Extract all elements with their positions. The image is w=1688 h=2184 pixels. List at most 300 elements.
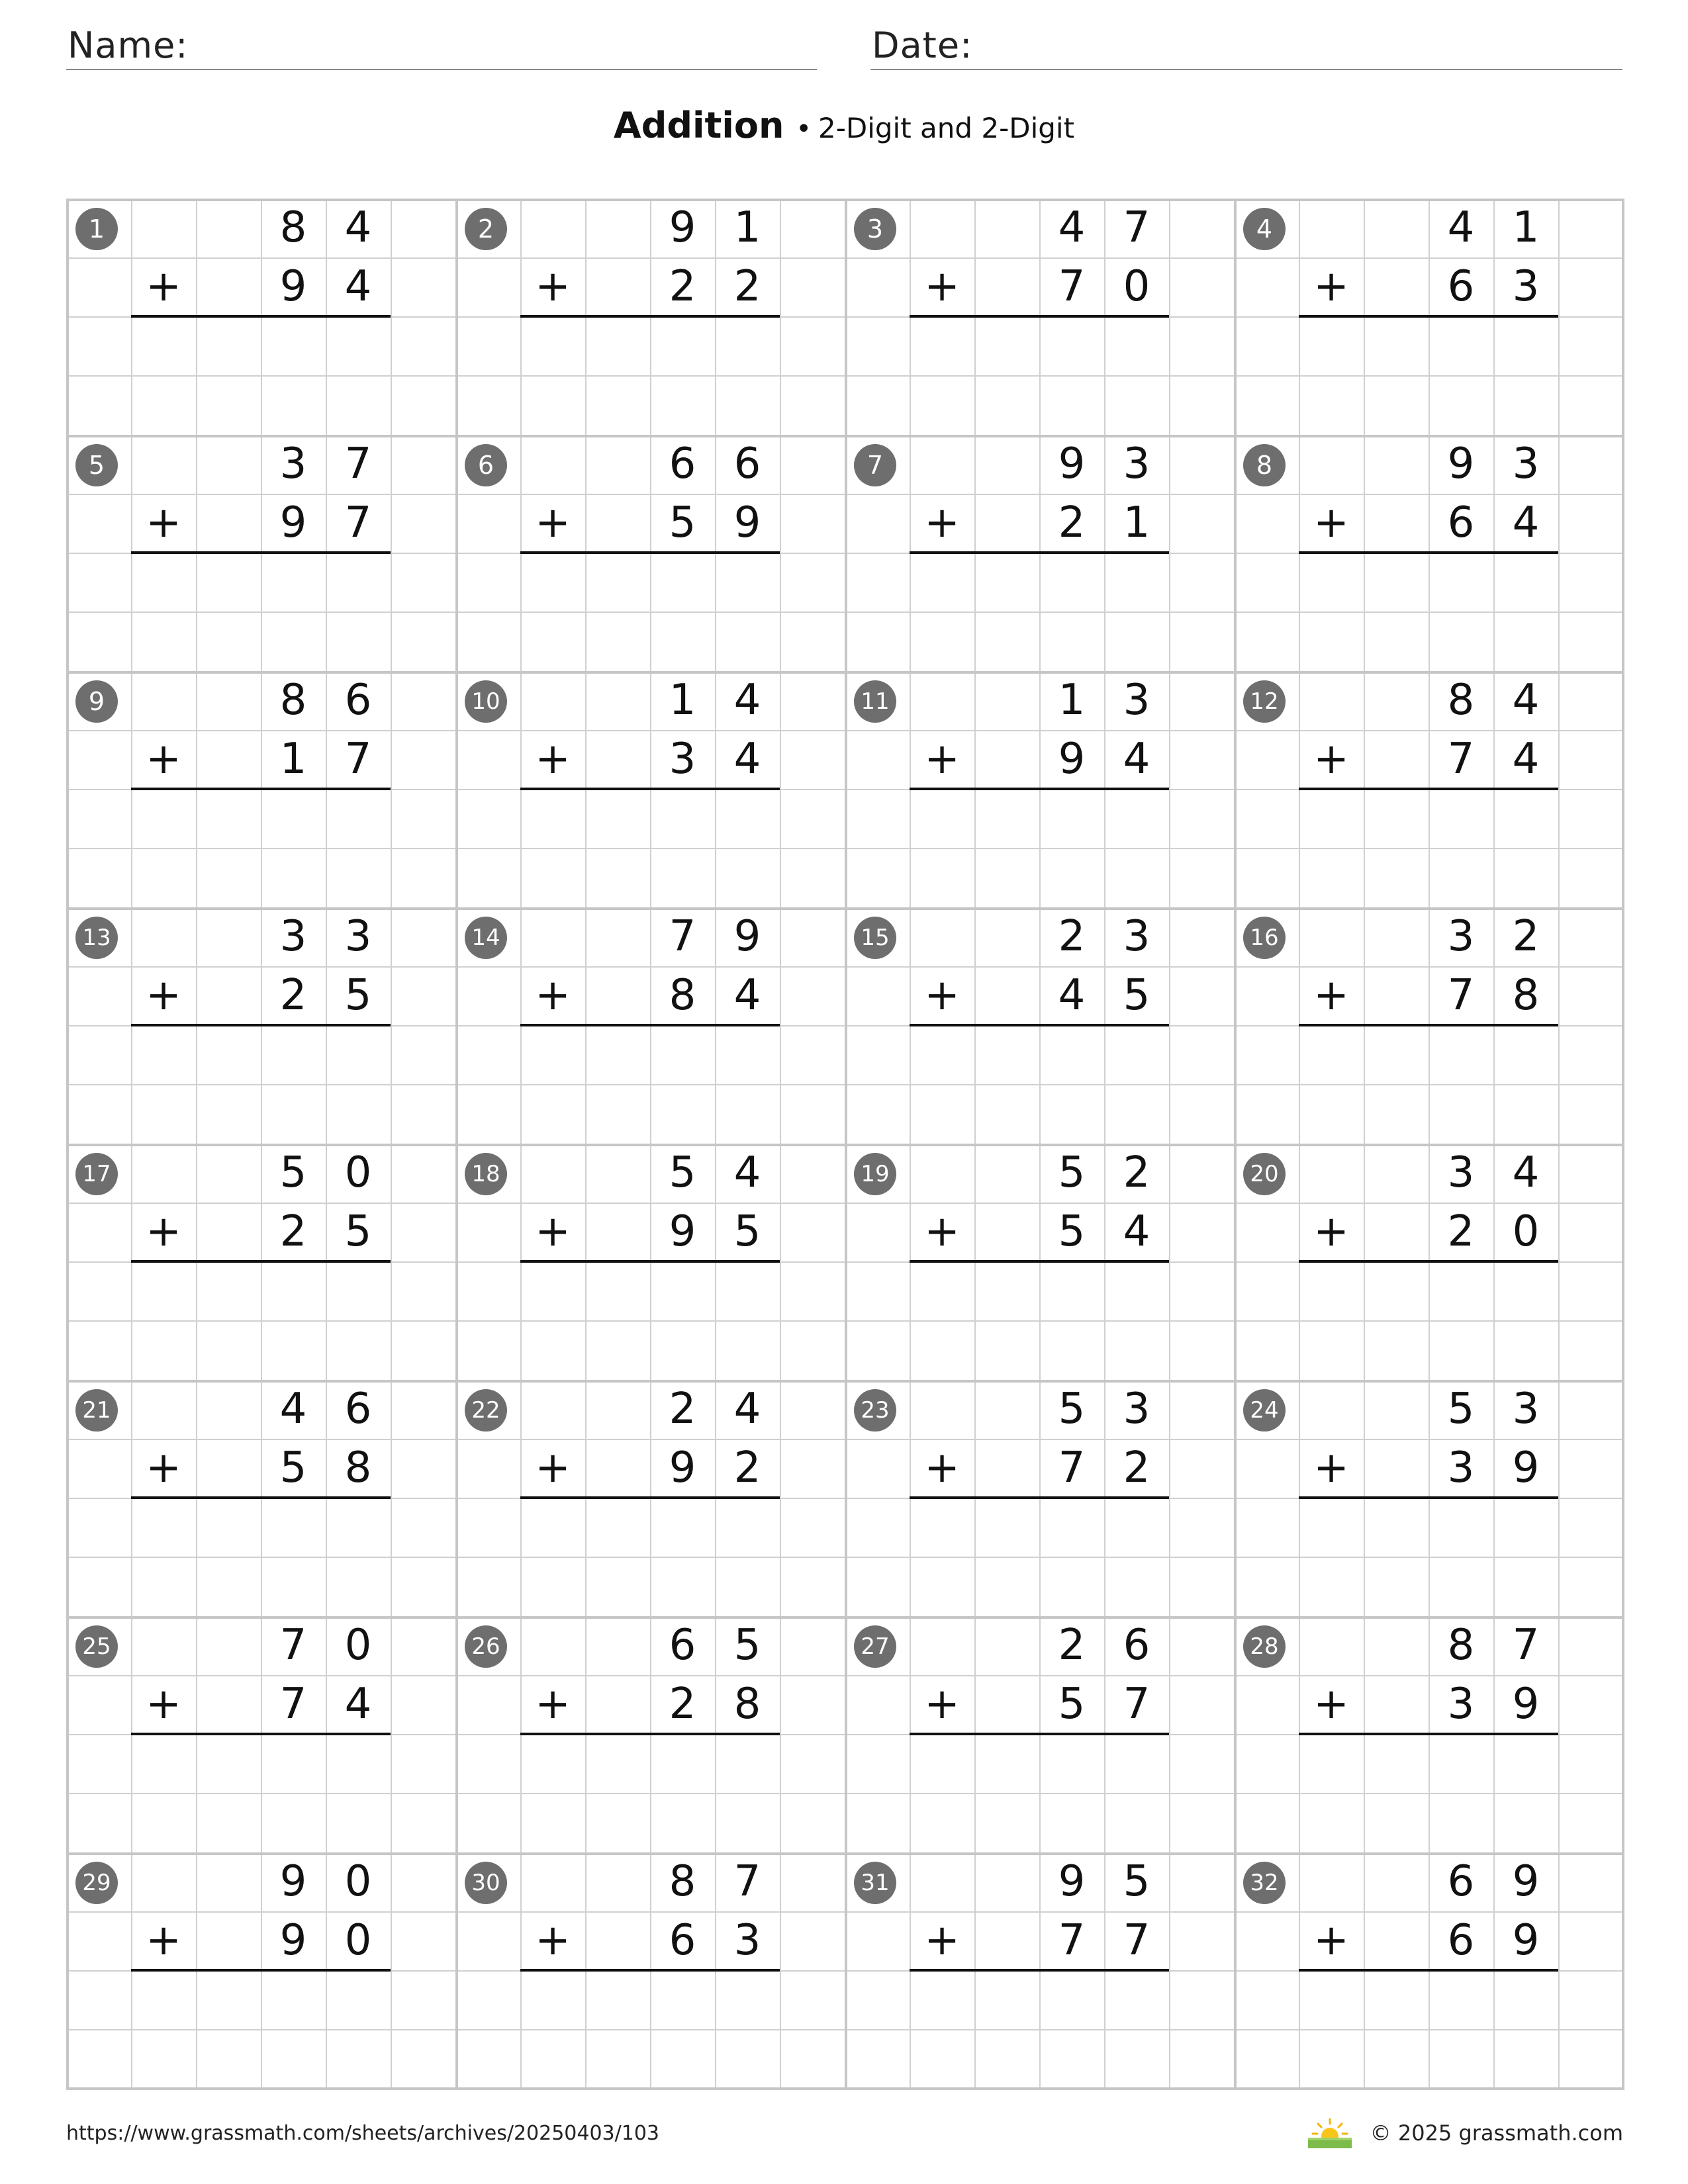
problem-number-badge: 2: [465, 208, 507, 250]
addend-bottom-digit: 5: [344, 971, 372, 1020]
problem-number-badge: 27: [854, 1625, 896, 1668]
answer-area[interactable]: [1299, 1263, 1558, 1379]
plus-sign: +: [1313, 498, 1349, 547]
problem-number-badge: 20: [1243, 1153, 1286, 1195]
answer-area[interactable]: [1299, 318, 1558, 434]
addend-top-digit: 9: [1058, 439, 1086, 488]
block-border: [1234, 199, 1237, 435]
addend-top-digit: 4: [1512, 1148, 1540, 1197]
answer-area[interactable]: [131, 1263, 391, 1379]
problem-number-badge: 4: [1243, 208, 1286, 250]
addend-top-digit: 8: [279, 203, 307, 252]
answer-area[interactable]: [1299, 1972, 1558, 2088]
answer-area[interactable]: [520, 790, 780, 907]
worksheet-title: [0, 105, 1688, 146]
addend-top-digit: 0: [344, 1621, 372, 1670]
problem-18: [455, 1144, 845, 1380]
addend-bottom-digit: 9: [733, 498, 761, 547]
addend-bottom-digit: 6: [669, 1916, 696, 1965]
addend-bottom-digit: 1: [279, 735, 307, 784]
block-border: [845, 671, 847, 907]
problem-27: [845, 1616, 1234, 1852]
plus-sign: +: [924, 1916, 960, 1965]
addend-bottom-digit: 7: [344, 735, 372, 784]
addend-top-digit: 9: [279, 1857, 307, 1906]
block-border: [845, 907, 847, 1144]
problem-19: [845, 1144, 1234, 1380]
block-border: [845, 435, 847, 671]
addend-top-digit: 9: [733, 912, 761, 961]
problem-2: [455, 199, 845, 435]
plus-sign: +: [1313, 1443, 1349, 1492]
block-border: [66, 907, 69, 1144]
addend-top-digit: 2: [669, 1385, 696, 1433]
grid-border: [66, 2087, 1624, 2090]
block-border: [845, 1616, 847, 1852]
addend-top-digit: 9: [1447, 439, 1475, 488]
addend-top-digit: 6: [1447, 1857, 1475, 1906]
problem-number-badge: 14: [465, 917, 507, 959]
plus-sign: +: [146, 1680, 181, 1729]
plus-sign: +: [535, 971, 571, 1020]
plus-sign: +: [146, 1916, 181, 1965]
problem-number-badge: 9: [75, 680, 118, 723]
problem-number-badge: 23: [854, 1389, 896, 1432]
problem-number-badge: 5: [75, 444, 118, 486]
addend-top-digit: 5: [1447, 1385, 1475, 1433]
addend-bottom-digit: 5: [344, 1207, 372, 1256]
problem-17: [66, 1144, 455, 1380]
addend-bottom-digit: 5: [1123, 971, 1150, 1020]
addend-top-digit: 2: [1058, 1621, 1086, 1670]
addend-bottom-digit: 8: [669, 971, 696, 1020]
problem-29: [66, 1852, 455, 2089]
problem-number-badge: 7: [854, 444, 896, 486]
plus-sign: +: [1313, 262, 1349, 311]
problem-number-badge: 17: [75, 1153, 118, 1195]
addend-top-digit: 3: [1447, 912, 1475, 961]
addend-top-digit: 3: [279, 912, 307, 961]
addend-top-digit: 7: [279, 1621, 307, 1670]
addend-top-digit: 7: [1512, 1621, 1540, 1670]
addend-bottom-digit: 3: [1512, 262, 1540, 311]
problem-number-badge: 15: [854, 917, 896, 959]
answer-area[interactable]: [520, 1499, 780, 1615]
plus-sign: +: [924, 971, 960, 1020]
plus-sign: +: [1313, 1207, 1349, 1256]
problem-number-badge: 32: [1243, 1862, 1286, 1904]
addend-bottom-digit: 4: [1123, 1207, 1150, 1256]
block-border: [1234, 435, 1237, 671]
answer-area[interactable]: [131, 1499, 391, 1615]
problem-number-badge: 30: [465, 1862, 507, 1904]
addend-top-digit: 2: [1058, 912, 1086, 961]
problem-10: [455, 671, 845, 907]
addend-top-digit: 2: [1123, 1148, 1150, 1197]
problem-number-badge: 24: [1243, 1389, 1286, 1432]
grid-border: [1622, 199, 1624, 2089]
addend-bottom-digit: 4: [1058, 971, 1086, 1020]
plus-sign: +: [146, 1207, 181, 1256]
addend-top-digit: 6: [733, 439, 761, 488]
addend-bottom-digit: 3: [1447, 1443, 1475, 1492]
addend-bottom-digit: 4: [344, 1680, 372, 1729]
problem-number-badge: 10: [465, 680, 507, 723]
addend-bottom-digit: 3: [733, 1916, 761, 1965]
answer-area[interactable]: [1299, 790, 1558, 907]
addend-top-digit: 5: [1058, 1148, 1086, 1197]
addend-bottom-digit: 2: [279, 1207, 307, 1256]
block-border: [845, 199, 847, 435]
addend-top-digit: 6: [669, 439, 696, 488]
addend-top-digit: 9: [669, 203, 696, 252]
title-main: Addition: [613, 105, 784, 146]
plus-sign: +: [1313, 1680, 1349, 1729]
addend-top-digit: 8: [669, 1857, 696, 1906]
problem-32: [1234, 1852, 1623, 2089]
addend-bottom-digit: 7: [1447, 971, 1475, 1020]
addend-top-digit: 7: [344, 439, 372, 488]
addend-top-digit: 6: [344, 676, 372, 725]
problem-number-badge: 22: [465, 1389, 507, 1432]
addend-top-digit: 9: [1512, 1857, 1540, 1906]
plus-sign: +: [535, 1916, 571, 1965]
problem-number-badge: 29: [75, 1862, 118, 1904]
block-border: [66, 199, 69, 435]
problem-number-badge: 19: [854, 1153, 896, 1195]
addend-bottom-digit: 5: [669, 498, 696, 547]
problem-number-badge: 16: [1243, 917, 1286, 959]
addend-top-digit: 5: [279, 1148, 307, 1197]
answer-area[interactable]: [1299, 554, 1558, 670]
answer-area[interactable]: [520, 1972, 780, 2088]
addend-top-digit: 1: [733, 203, 761, 252]
plus-sign: +: [535, 1207, 571, 1256]
addend-bottom-digit: 7: [1123, 1916, 1150, 1965]
block-border: [455, 199, 458, 435]
answer-area[interactable]: [520, 1735, 780, 1852]
addend-bottom-digit: 7: [1058, 1916, 1086, 1965]
addend-top-digit: 1: [1512, 203, 1540, 252]
addend-bottom-digit: 1: [1123, 498, 1150, 547]
problem-20: [1234, 1144, 1623, 1380]
addend-bottom-digit: 2: [1058, 498, 1086, 547]
addend-top-digit: 4: [1058, 203, 1086, 252]
addend-bottom-digit: 2: [1123, 1443, 1150, 1492]
problem-number-badge: 26: [465, 1625, 507, 1668]
problem-number-badge: 31: [854, 1862, 896, 1904]
addend-bottom-digit: 4: [1512, 735, 1540, 784]
problem-number-badge: 12: [1243, 680, 1286, 723]
name-field[interactable]: [66, 19, 817, 70]
addend-bottom-digit: 9: [279, 498, 307, 547]
block-border: [1234, 1852, 1237, 2089]
answer-area[interactable]: [131, 554, 391, 670]
plus-sign: +: [924, 1680, 960, 1729]
answer-area[interactable]: [910, 1972, 1169, 2088]
addend-top-digit: 8: [1447, 676, 1475, 725]
block-border: [845, 1380, 847, 1616]
addend-bottom-digit: 9: [669, 1207, 696, 1256]
problem-23: [845, 1380, 1234, 1616]
problem-number-badge: 28: [1243, 1625, 1286, 1668]
addend-bottom-digit: 5: [1058, 1207, 1086, 1256]
problem-grid: [66, 199, 1623, 2089]
problem-28: [1234, 1616, 1623, 1852]
sun-over-grass-icon: [1307, 2118, 1353, 2148]
plus-sign: +: [535, 1680, 571, 1729]
addend-bottom-digit: 9: [1512, 1443, 1540, 1492]
addend-top-digit: 7: [669, 912, 696, 961]
block-border: [66, 1380, 69, 1616]
answer-area[interactable]: [1299, 1735, 1558, 1852]
addend-bottom-digit: 9: [1512, 1916, 1540, 1965]
addend-bottom-digit: 2: [669, 262, 696, 311]
problem-14: [455, 907, 845, 1144]
addend-top-digit: 1: [669, 676, 696, 725]
addend-top-digit: 7: [1123, 203, 1150, 252]
problem-number-badge: 25: [75, 1625, 118, 1668]
answer-area[interactable]: [1299, 1026, 1558, 1143]
addend-bottom-digit: 2: [733, 1443, 761, 1492]
addend-bottom-digit: 4: [733, 971, 761, 1020]
answer-area[interactable]: [131, 1735, 391, 1852]
addend-top-digit: 3: [279, 439, 307, 488]
block-border: [455, 671, 458, 907]
answer-area[interactable]: [520, 1263, 780, 1379]
problem-number-badge: 6: [465, 444, 507, 486]
addend-top-digit: 5: [1123, 1857, 1150, 1906]
problem-22: [455, 1380, 845, 1616]
problem-13: [66, 907, 455, 1144]
plus-sign: +: [146, 735, 181, 784]
block-border: [845, 1144, 847, 1380]
addend-top-digit: 4: [733, 1148, 761, 1197]
addend-bottom-digit: 2: [733, 262, 761, 311]
answer-area[interactable]: [131, 1026, 391, 1143]
addend-bottom-digit: 9: [279, 262, 307, 311]
plus-sign: +: [924, 1207, 960, 1256]
addend-top-digit: 0: [344, 1857, 372, 1906]
block-border: [1234, 1616, 1237, 1852]
answer-area[interactable]: [910, 318, 1169, 434]
problem-6: [455, 435, 845, 671]
addend-top-digit: 9: [1058, 1857, 1086, 1906]
addend-top-digit: 4: [279, 1385, 307, 1433]
plus-sign: +: [535, 262, 571, 311]
addend-top-digit: 7: [733, 1857, 761, 1906]
problem-1: [66, 199, 455, 435]
plus-sign: +: [924, 735, 960, 784]
problem-number-badge: 1: [75, 208, 118, 250]
addend-top-digit: 4: [1447, 203, 1475, 252]
problem-12: [1234, 671, 1623, 907]
addend-bottom-digit: 8: [733, 1680, 761, 1729]
date-label: Date:: [872, 24, 973, 66]
addend-top-digit: 3: [1123, 912, 1150, 961]
answer-area[interactable]: [131, 1972, 391, 2088]
problem-31: [845, 1852, 1234, 2089]
answer-area[interactable]: [1299, 1499, 1558, 1615]
addend-top-digit: 6: [669, 1621, 696, 1670]
problem-24: [1234, 1380, 1623, 1616]
answer-area[interactable]: [131, 318, 391, 434]
block-border: [1234, 1144, 1237, 1380]
addend-bottom-digit: 6: [1447, 498, 1475, 547]
addend-top-digit: 3: [1447, 1148, 1475, 1197]
block-border: [1234, 671, 1237, 907]
block-border: [455, 1144, 458, 1380]
plus-sign: +: [535, 1443, 571, 1492]
addend-bottom-digit: 0: [1123, 262, 1150, 311]
addend-bottom-digit: 0: [1512, 1207, 1540, 1256]
block-border: [455, 1616, 458, 1852]
addend-bottom-digit: 9: [279, 1916, 307, 1965]
addend-bottom-digit: 5: [1058, 1680, 1086, 1729]
problem-21: [66, 1380, 455, 1616]
copyright-text: © 2025 grassmath.com: [1370, 2120, 1623, 2146]
addend-top-digit: 5: [669, 1148, 696, 1197]
addend-top-digit: 3: [1512, 439, 1540, 488]
addend-top-digit: 4: [1512, 676, 1540, 725]
problem-3: [845, 199, 1234, 435]
problem-30: [455, 1852, 845, 2089]
addend-top-digit: 3: [1123, 439, 1150, 488]
addend-top-digit: 3: [344, 912, 372, 961]
addend-bottom-digit: 4: [733, 735, 761, 784]
answer-area[interactable]: [131, 790, 391, 907]
addend-bottom-digit: 2: [1447, 1207, 1475, 1256]
plus-sign: +: [146, 1443, 181, 1492]
plus-sign: +: [146, 971, 181, 1020]
plus-sign: +: [924, 1443, 960, 1492]
addend-bottom-digit: 7: [1058, 1443, 1086, 1492]
addend-bottom-digit: 2: [279, 971, 307, 1020]
answer-area[interactable]: [520, 318, 780, 434]
addend-top-digit: 8: [279, 676, 307, 725]
addend-bottom-digit: 7: [1123, 1680, 1150, 1729]
problem-number-badge: 3: [854, 208, 896, 250]
answer-area[interactable]: [910, 1026, 1169, 1143]
addend-top-digit: 6: [344, 1385, 372, 1433]
problem-16: [1234, 907, 1623, 1144]
title-separator: •: [796, 114, 812, 144]
addend-bottom-digit: 7: [344, 498, 372, 547]
title-subtitle: 2-Digit and 2-Digit: [818, 112, 1075, 144]
block-border: [455, 435, 458, 671]
addend-top-digit: 8: [1447, 1621, 1475, 1670]
plus-sign: +: [1313, 1916, 1349, 1965]
addend-bottom-digit: 4: [1123, 735, 1150, 784]
plus-sign: +: [146, 498, 181, 547]
plus-sign: +: [146, 262, 181, 311]
addend-bottom-digit: 4: [1512, 498, 1540, 547]
addend-top-digit: 6: [1123, 1621, 1150, 1670]
answer-area[interactable]: [910, 1263, 1169, 1379]
addend-top-digit: 3: [1123, 676, 1150, 725]
addend-top-digit: 3: [1512, 1385, 1540, 1433]
problem-number-badge: 8: [1243, 444, 1286, 486]
addend-top-digit: 5: [733, 1621, 761, 1670]
addend-bottom-digit: 8: [344, 1443, 372, 1492]
problem-7: [845, 435, 1234, 671]
answer-area[interactable]: [910, 1499, 1169, 1615]
plus-sign: +: [535, 735, 571, 784]
answer-area[interactable]: [910, 554, 1169, 670]
addend-bottom-digit: 6: [1447, 1916, 1475, 1965]
problem-number-badge: 11: [854, 680, 896, 723]
addend-top-digit: 0: [344, 1148, 372, 1197]
block-border: [845, 1852, 847, 2089]
problem-15: [845, 907, 1234, 1144]
addend-bottom-digit: 7: [279, 1680, 307, 1729]
plus-sign: +: [924, 262, 960, 311]
problem-number-badge: 18: [465, 1153, 507, 1195]
block-border: [1234, 907, 1237, 1144]
plus-sign: +: [924, 498, 960, 547]
block-border: [66, 1144, 69, 1380]
answer-area[interactable]: [910, 790, 1169, 907]
plus-sign: +: [1313, 735, 1349, 784]
addend-bottom-digit: 6: [1447, 262, 1475, 311]
block-border: [66, 671, 69, 907]
addend-bottom-digit: 3: [1447, 1680, 1475, 1729]
addend-top-digit: 3: [1123, 1385, 1150, 1433]
problem-11: [845, 671, 1234, 907]
block-border: [66, 1852, 69, 2089]
addend-bottom-digit: 9: [1512, 1680, 1540, 1729]
date-field[interactable]: [870, 19, 1622, 70]
answer-area[interactable]: [520, 554, 780, 670]
addend-top-digit: 1: [1058, 676, 1086, 725]
addend-bottom-digit: 0: [344, 1916, 372, 1965]
addend-bottom-digit: 5: [279, 1443, 307, 1492]
name-label: Name:: [68, 24, 189, 66]
addend-bottom-digit: 7: [1058, 262, 1086, 311]
block-border: [455, 1380, 458, 1616]
problem-8: [1234, 435, 1623, 671]
addend-top-digit: 5: [1058, 1385, 1086, 1433]
problem-number-badge: 21: [75, 1389, 118, 1432]
problem-number-badge: 13: [75, 917, 118, 959]
addend-bottom-digit: 3: [669, 735, 696, 784]
answer-area[interactable]: [910, 1735, 1169, 1852]
problem-25: [66, 1616, 455, 1852]
plus-sign: +: [535, 498, 571, 547]
addend-top-digit: 4: [344, 203, 372, 252]
problem-9: [66, 671, 455, 907]
problem-26: [455, 1616, 845, 1852]
block-border: [1234, 1380, 1237, 1616]
footer-brand: [1307, 2116, 1623, 2150]
addend-top-digit: 2: [1512, 912, 1540, 961]
footer-url: https://www.grassmath.com/sheets/archives/20250403/103: [66, 2122, 660, 2145]
addend-bottom-digit: 4: [344, 262, 372, 311]
addend-bottom-digit: 9: [1058, 735, 1086, 784]
block-border: [66, 435, 69, 671]
block-border: [455, 907, 458, 1144]
addend-bottom-digit: 8: [1512, 971, 1540, 1020]
block-border: [66, 1616, 69, 1852]
block-border: [455, 1852, 458, 2089]
addend-bottom-digit: 7: [1447, 735, 1475, 784]
addend-bottom-digit: 5: [733, 1207, 761, 1256]
plus-sign: +: [1313, 971, 1349, 1020]
addend-bottom-digit: 9: [669, 1443, 696, 1492]
addend-top-digit: 4: [733, 676, 761, 725]
answer-area[interactable]: [520, 1026, 780, 1143]
problem-4: [1234, 199, 1623, 435]
